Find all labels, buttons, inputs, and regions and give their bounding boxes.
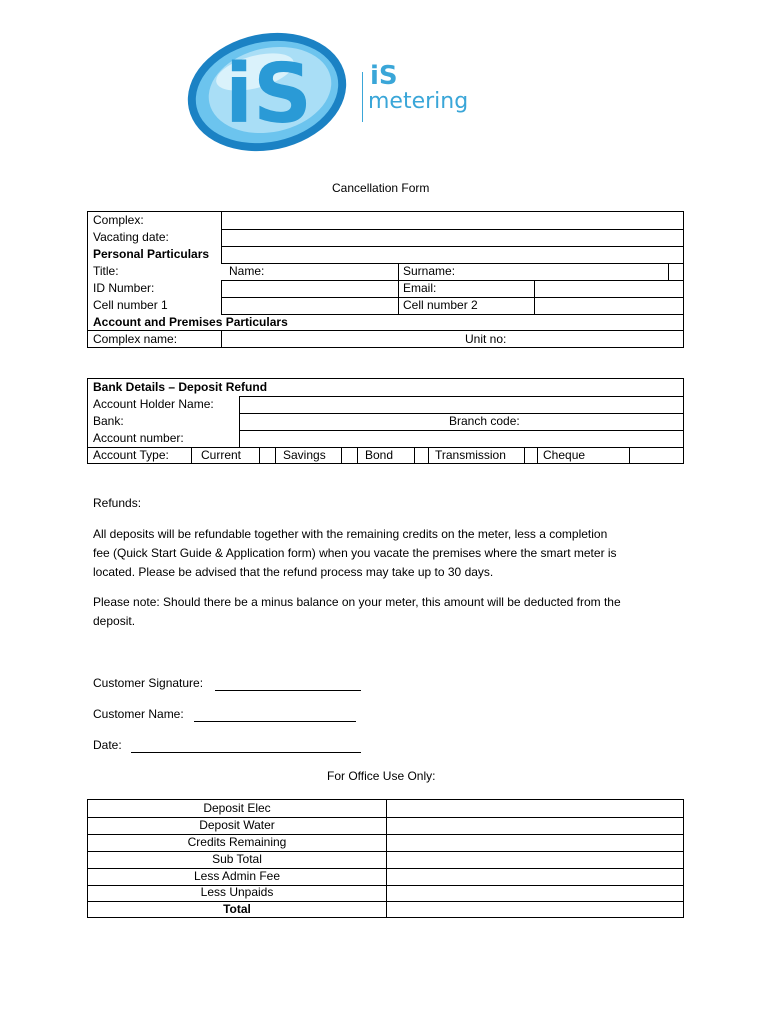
email-label: Email: <box>403 281 437 295</box>
id-number-field[interactable] <box>222 281 398 297</box>
unit-no-field[interactable] <box>518 331 684 348</box>
note-paragraph-line-1: Please note: Should there be a minus balance on your meter, this amount will be deducted from the <box>93 595 621 609</box>
office-value-total[interactable] <box>387 902 683 917</box>
brand-name-bottom: metering <box>368 89 469 114</box>
title-label: Title: <box>93 264 119 278</box>
bank-label: Bank: <box>93 414 124 428</box>
form-title: Cancellation Form <box>332 181 430 195</box>
account-number-label: Account number: <box>93 431 184 445</box>
personal-particulars-heading: Personal Particulars <box>93 247 210 261</box>
option-current-label: Current <box>201 448 242 462</box>
option-transmission-label: Transmission <box>435 448 506 462</box>
office-use-table <box>87 799 684 918</box>
customer-name-line[interactable] <box>194 721 356 722</box>
note-paragraph-line-2: deposit. <box>93 614 136 628</box>
complex-name-label: Complex name: <box>93 332 178 346</box>
account-particulars-heading: Account and Premises Particulars <box>93 315 288 329</box>
logo-divider <box>362 72 363 122</box>
email-field[interactable] <box>535 281 684 297</box>
cell-number-1-label: Cell number 1 <box>93 298 168 312</box>
option-current-checkbox[interactable] <box>260 448 275 464</box>
complex-label: Complex: <box>93 213 144 227</box>
vacating-date-field[interactable] <box>222 230 684 246</box>
refunds-paragraph-line-2: fee (Quick Start Guide & Application form) when you vacate the premises where the smart meter is <box>93 546 617 560</box>
brand-name-top: iS <box>370 61 398 91</box>
complex-name-field[interactable] <box>222 331 462 348</box>
complex-field[interactable] <box>222 212 684 229</box>
name-label: Name: <box>229 264 265 278</box>
refunds-paragraph-line-1: All deposits will be refundable together with the remaining credits on the meter, less a completion <box>93 527 608 541</box>
office-value-sub-total[interactable] <box>387 852 683 868</box>
option-savings-checkbox[interactable] <box>342 448 357 464</box>
refunds-paragraph-line-3: located. Please be advised that the refund process may take up to 30 days. <box>93 565 494 579</box>
branch-code-field[interactable] <box>533 414 684 430</box>
office-row-deposit-water: Deposit Water <box>199 818 275 832</box>
option-savings-label: Savings <box>283 448 326 462</box>
surname-field[interactable] <box>463 264 668 280</box>
office-row-sub-total: Sub Total <box>212 852 262 866</box>
office-row-deposit-elec: Deposit Elec <box>203 801 271 815</box>
office-row-total: Total <box>223 902 251 916</box>
office-row-less-unpaids: Less Unpaids <box>200 885 274 899</box>
option-cheque-label: Cheque <box>543 448 586 462</box>
office-value-deposit-elec[interactable] <box>387 800 683 817</box>
account-holder-field[interactable] <box>240 397 684 413</box>
svg-text:i: i <box>225 47 254 142</box>
svg-text:S: S <box>253 47 313 142</box>
vacating-date-label: Vacating date: <box>93 230 169 244</box>
branch-code-label: Branch code: <box>449 414 520 428</box>
office-row-less-admin-fee: Less Admin Fee <box>193 869 281 883</box>
bank-table <box>87 378 684 464</box>
office-row-credits-remaining: Credits Remaining <box>187 835 287 849</box>
option-cheque-checkbox[interactable] <box>630 448 684 464</box>
account-number-field[interactable] <box>240 431 684 447</box>
account-holder-label: Account Holder Name: <box>93 397 214 411</box>
company-logo <box>185 30 350 155</box>
account-type-label: Account Type: <box>93 448 169 462</box>
option-bond-label: Bond <box>365 448 394 462</box>
option-bond-checkbox[interactable] <box>415 448 428 464</box>
customer-signature-line[interactable] <box>215 690 361 691</box>
date-line[interactable] <box>131 752 361 753</box>
id-number-label: ID Number: <box>93 281 155 295</box>
cell-number-2-field[interactable] <box>535 298 684 314</box>
office-value-deposit-water[interactable] <box>387 818 683 834</box>
office-value-credits-remaining[interactable] <box>387 835 683 851</box>
office-value-less-unpaids[interactable] <box>387 886 683 901</box>
name-field[interactable] <box>268 264 398 280</box>
bank-details-heading: Bank Details – Deposit Refund <box>93 380 268 394</box>
office-use-heading: For Office Use Only: <box>327 769 436 783</box>
logo-graphic <box>185 30 350 155</box>
option-transmission-checkbox[interactable] <box>525 448 537 464</box>
date-label: Date: <box>93 738 122 752</box>
refunds-heading: Refunds: <box>93 496 142 510</box>
bank-field[interactable] <box>240 414 440 430</box>
surname-label: Surname: <box>403 264 456 278</box>
customer-name-label: Customer Name: <box>93 707 184 721</box>
cell-number-2-label: Cell number 2 <box>403 298 478 312</box>
personal-table <box>87 211 684 348</box>
office-value-less-admin-fee[interactable] <box>387 869 683 885</box>
unit-no-label: Unit no: <box>465 332 507 346</box>
customer-signature-label: Customer Signature: <box>93 676 204 690</box>
cell-number-1-field[interactable] <box>222 298 398 314</box>
